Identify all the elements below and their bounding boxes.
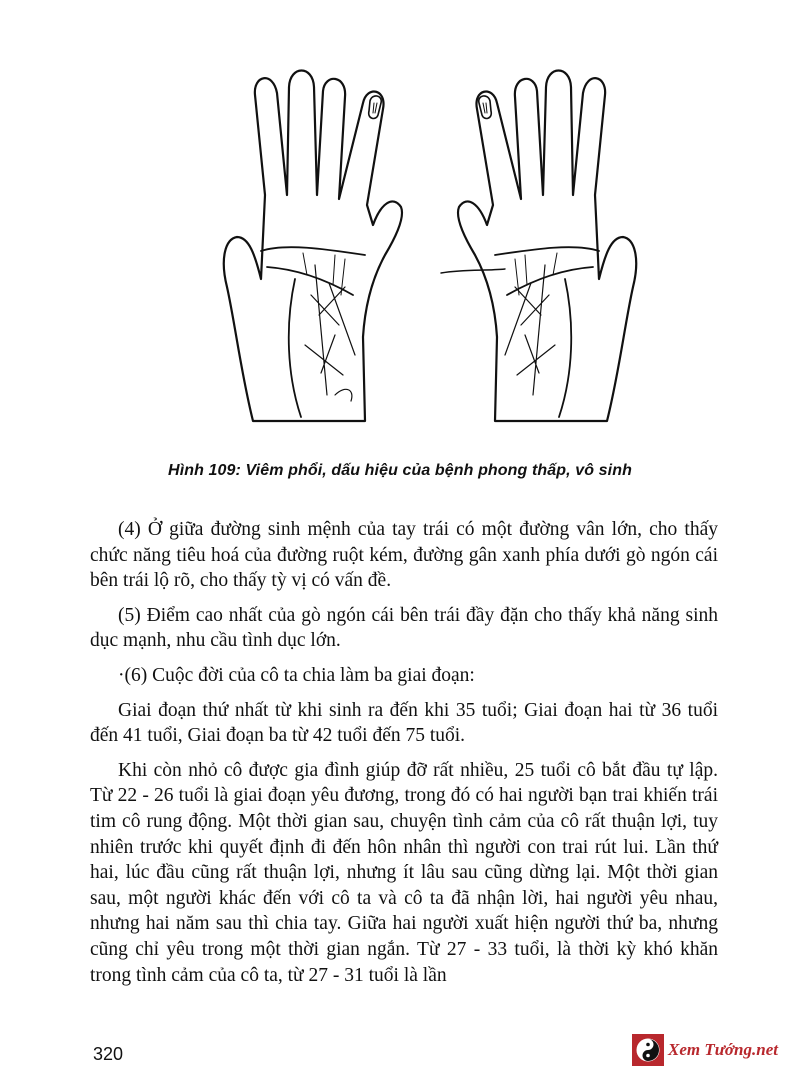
left-palm-drawing — [224, 71, 402, 422]
paragraph: Khi còn nhỏ cô được gia đình giúp đỡ rất nhiều, 25 tuổi cô bắt đầu tự lập. Từ 22 - 26 tuổi là giai đoạn yêu đương, trong đó có hai người bạn trai khiến trái tim cô rung động. Một thời gian sau, chuyện tình cảm của cô rất thuận lợi, tuy nhiên trước khi quyết định đi đến hôn nhân thì người con trai rút lui. Lần thứ hai, lúc đầu cũng rất thuận lợi, nhưng ít lâu sau cũng dừng lại. Một thời gian sau, một người khác đến với cô ta và cô ta đã nhận lời, hai người yêu nhau, nhưng hai năm sau thì chia tay. Giữa hai người xuất hiện người thứ ba, nhưng cũng chỉ yêu trong một thời gian ngắn. Từ 27 - 33 tuổi, là thời kỳ khó khăn trong tình cảm của cô ta, từ 27 - 31 tuổi là lần — [90, 759, 718, 986]
right-palm-drawing — [441, 71, 636, 422]
logo-text: Xem Tướng.net — [668, 1040, 778, 1059]
page-number: 320 — [93, 1044, 124, 1064]
site-logo — [632, 1034, 778, 1066]
paragraph: ·(6) Cuộc đời của cô ta chia làm ba giai đoạn: — [118, 664, 475, 686]
paragraph: Giai đoạn thứ nhất từ khi sinh ra đến khi 35 tuổi; Giai đoạn hai từ 36 tuổi đến 41 tuổi, Giai đoạn ba từ 42 tuổi đến 75 tuổi. — [90, 699, 718, 747]
yin-yang-icon — [632, 1034, 664, 1066]
paragraph: (4) Ở giữa đường sinh mệnh của tay trái có một đường vân lớn, cho thấy chức năng tiêu hoá của đường ruột kém, đường gân xanh phía dưới gò ngón cái bên trái lộ rõ, cho thấy tỳ vị có vấn đề. — [90, 519, 718, 592]
body-text — [90, 517, 718, 988]
paragraph: (5) Điểm cao nhất của gò ngón cái bên trái đầy đặn cho thấy khả năng sinh dục mạnh, nhu cầu tình dục lớn. — [90, 604, 718, 652]
palm-figure — [215, 55, 645, 450]
figure-caption: Hình 109: Viêm phổi, dấu hiệu của bệnh phong thấp, vô sinh — [168, 462, 632, 479]
